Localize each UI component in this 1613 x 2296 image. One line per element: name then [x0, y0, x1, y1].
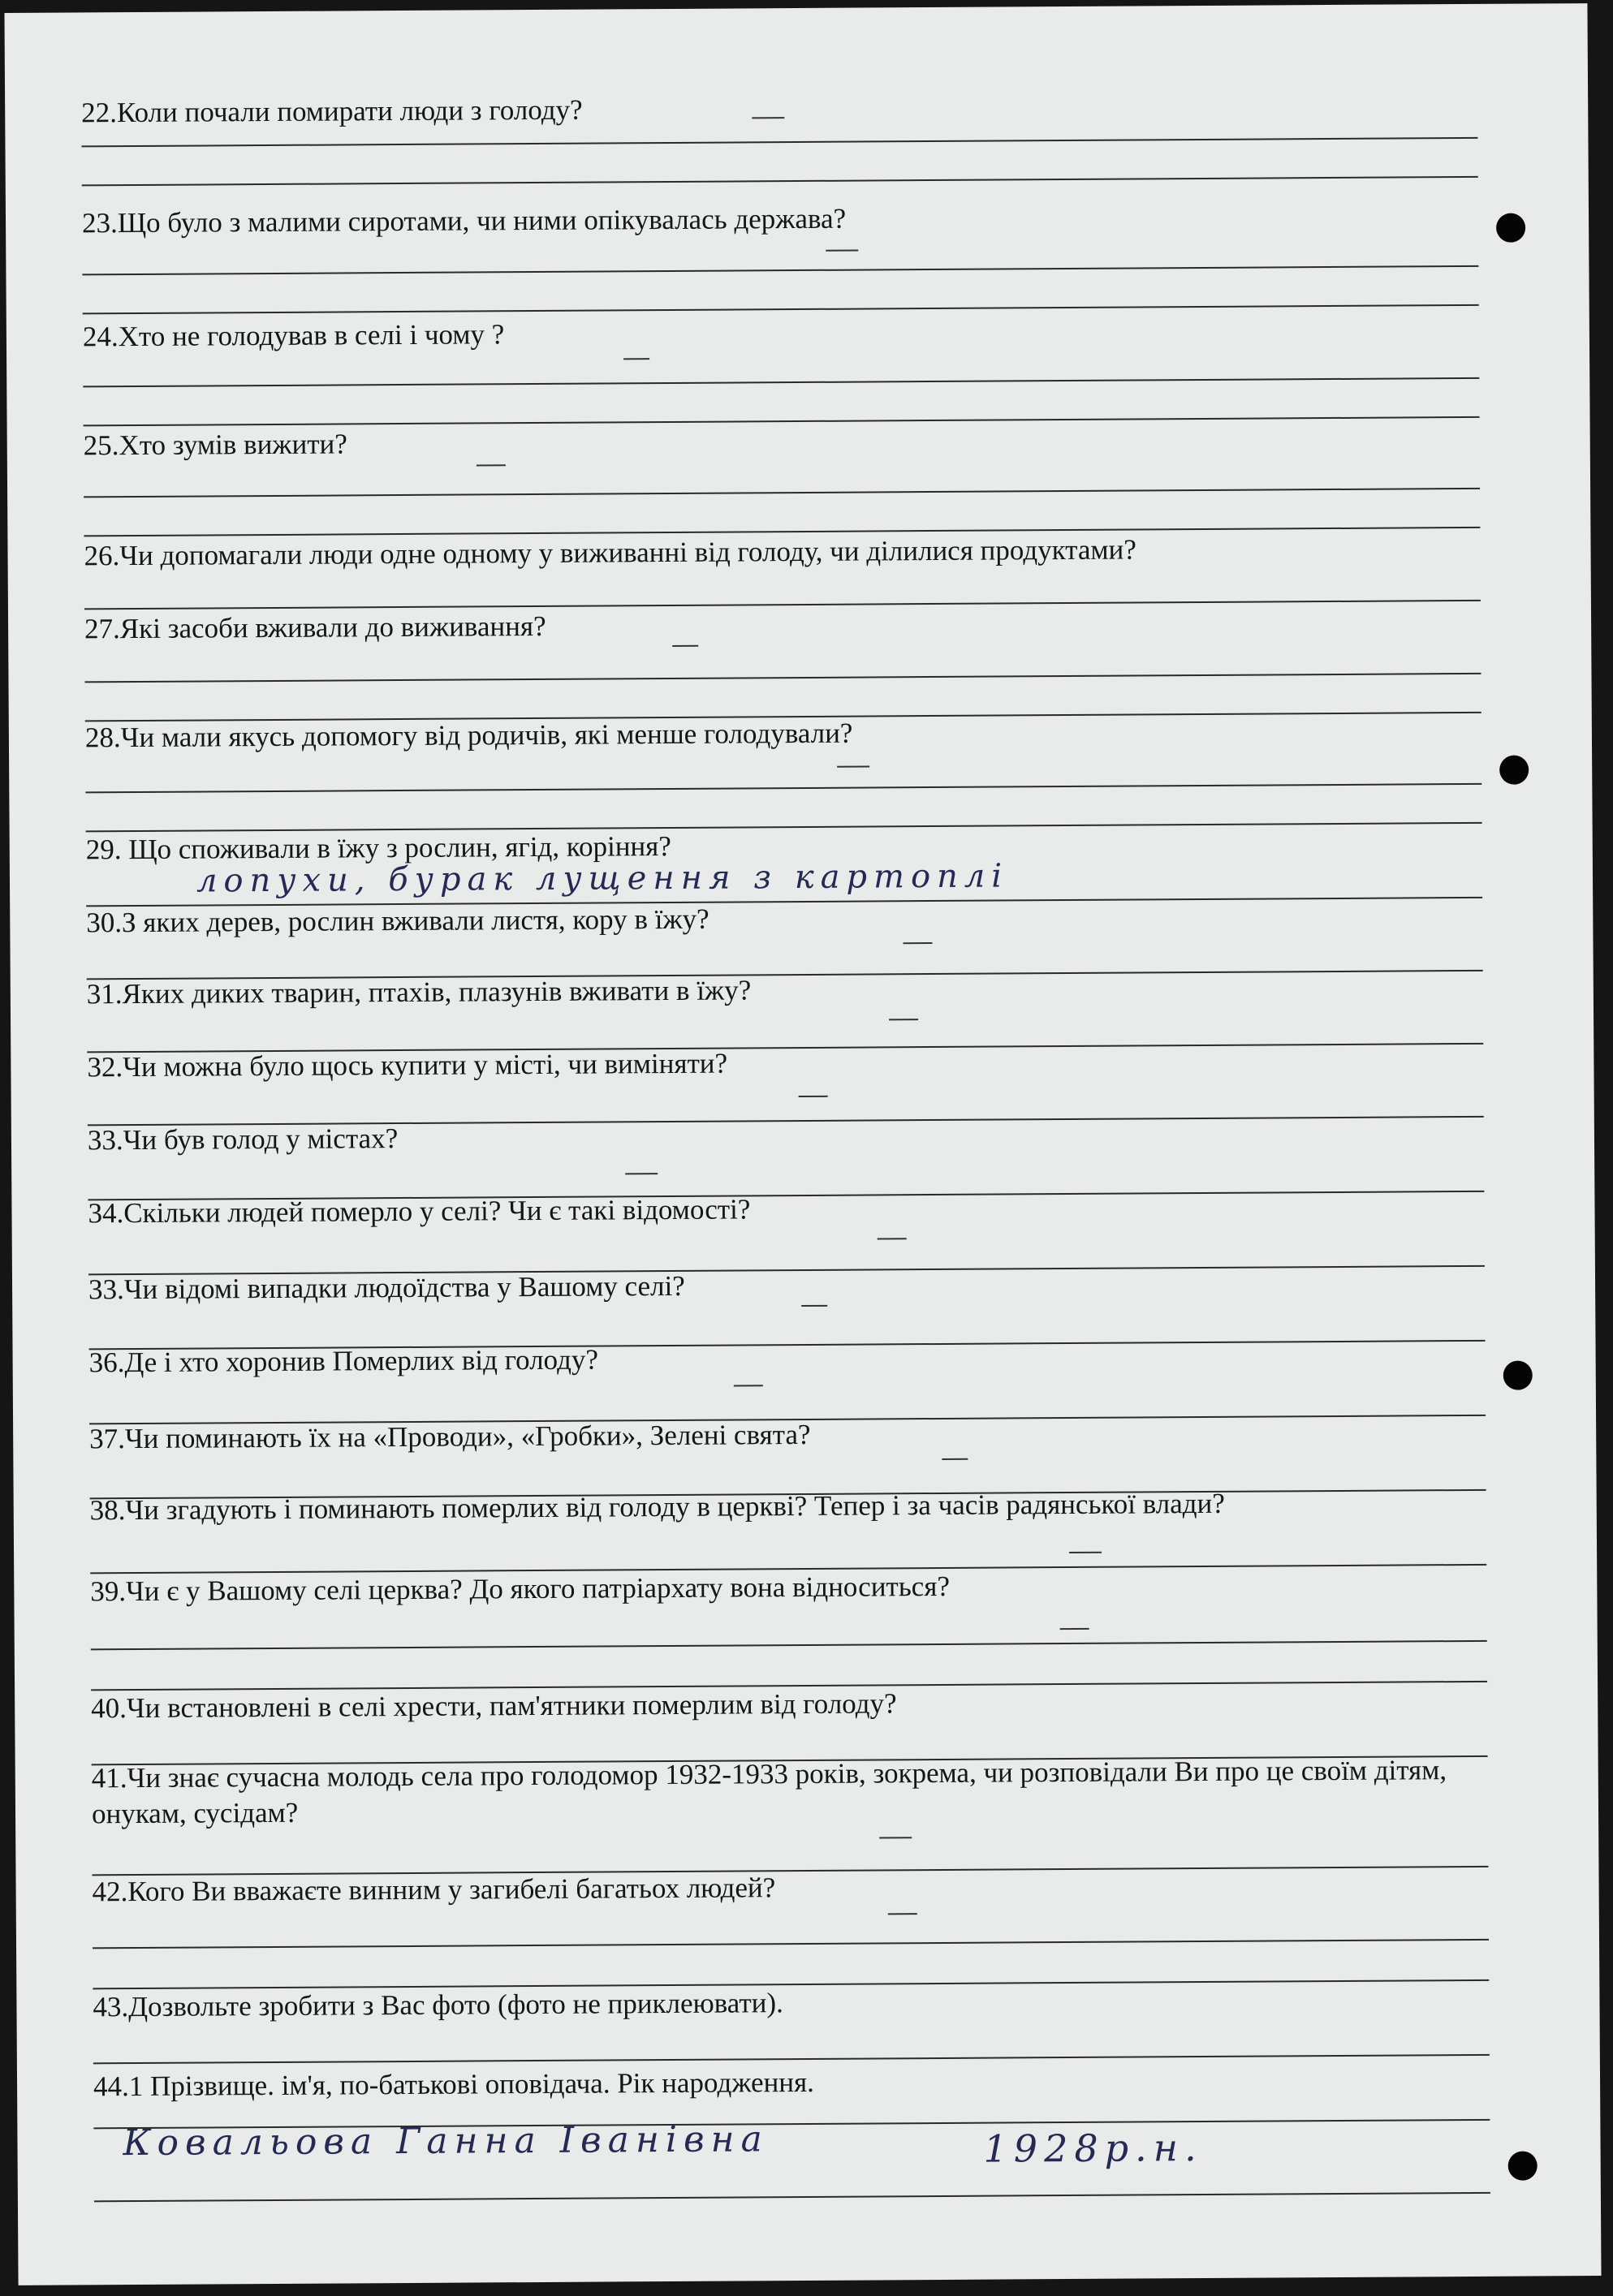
no-answer-dash — [799, 1096, 828, 1097]
no-answer-dash — [477, 464, 506, 466]
no-answer-dash — [942, 1458, 968, 1460]
no-answer-dash — [903, 942, 932, 944]
answer-line — [82, 176, 1478, 187]
answer-line — [81, 137, 1477, 148]
question-23: 23.Що було з малими сиротами, чи ними опікувалась держава? — [81, 202, 847, 239]
punch-hole — [1503, 1361, 1533, 1390]
no-answer-dash — [837, 765, 869, 767]
no-answer-dash — [672, 645, 698, 647]
question-28: 28.Чи мали якусь допомогу від родичів, які менше голодували? — [84, 717, 853, 754]
no-answer-dash — [888, 1913, 917, 1915]
question-40: 40.Чи встановлені в селі хрести, пам'ятники померлим від голоду? — [91, 1687, 897, 1725]
question-34: 34.Скільки людей померло у селі? Чи є такі відомості? — [88, 1193, 751, 1230]
question-36: 36.Де і хто хоронив Померлих від голоду? — [88, 1343, 599, 1379]
question-33b: 33.Чи відомі випадки людоїдства у Вашому селі? — [88, 1269, 685, 1306]
answer-line — [85, 783, 1481, 794]
question-27: 27.Які засоби вживали до виживання? — [84, 610, 546, 645]
question-37: 37.Чи поминають їх на «Проводи», «Гробки», Зелені свята? — [89, 1418, 811, 1455]
no-answer-dash — [878, 1238, 907, 1239]
question-42: 42.Кого Ви вважаєте винним у загибелі багатьох людей? — [92, 1872, 776, 1908]
answer-line — [84, 488, 1480, 498]
no-answer-dash — [879, 1837, 912, 1838]
no-answer-dash — [734, 1385, 763, 1386]
question-29: 29. Що споживали в їжу з рослин, ягід, коріння? — [85, 829, 671, 866]
question-33: 33.Чи був голод у містах? — [87, 1122, 399, 1157]
handwritten-birth-year: 1928р.н. — [983, 2126, 1203, 2171]
no-answer-dash — [801, 1305, 827, 1307]
no-answer-dash — [752, 117, 784, 118]
question-24: 24.Хто не голодував в селі і чому ? — [82, 318, 505, 353]
answer-line — [83, 377, 1479, 388]
no-answer-dash — [1069, 1552, 1102, 1553]
punch-hole — [1496, 213, 1525, 243]
question-39: 39.Чи є у Вашому селі церква? До якого патріархату вона відноситься? — [90, 1570, 951, 1608]
question-31: 31.Яких диких тварин, птахів, плазунів вживати в їжу? — [86, 974, 752, 1010]
questionnaire-page — [4, 3, 1601, 2285]
no-answer-dash — [889, 1019, 918, 1020]
question-43: 43.Дозвольте зробити з Вас фото (фото не приклеювати). — [93, 1987, 783, 2023]
question-30: 30.З яких дерев, рослин вживали листя, кору в їжу? — [86, 902, 709, 939]
no-answer-dash — [826, 250, 858, 252]
handwritten-name: Ковальова Ганна Іванівна — [123, 2118, 769, 2165]
no-answer-dash — [1060, 1628, 1089, 1630]
question-26: 26.Чи допомагали люди одне одному у виживанні від голоду, чи ділилися продуктами? — [84, 533, 1136, 572]
punch-hole — [1499, 756, 1529, 785]
question-25: 25.Хто зумів вижити? — [83, 428, 347, 462]
answer-line — [94, 2192, 1490, 2203]
answer-line — [84, 673, 1481, 683]
question-41: 41.Чи знає сучасна молодь села про голодомор 1932-1933 років, зокрема, чи розповідали Ви про це своїм дітям, онукам, сусідам? — [91, 1754, 1447, 1830]
answer-line — [93, 1939, 1489, 1949]
question-22: 22.Коли почали помирати люди з голоду? — [81, 93, 583, 129]
no-answer-dash — [625, 1173, 658, 1174]
punch-hole — [1508, 2151, 1538, 2180]
question-38: 38.Чи згадують і поминають померлих від голоду в церкві? Тепер і за часів радянської влади? — [89, 1487, 1225, 1527]
question-32: 32.Чи можна було щось купити у місті, чи виміняти? — [87, 1047, 728, 1083]
no-answer-dash — [623, 358, 649, 360]
question-44: 44.1 Прізвище. ім'я, по-батькові оповідача. Рік народження. — [93, 2066, 814, 2103]
answer-line — [91, 1640, 1487, 1651]
handwritten-answer-29: лопухи, бурак лущення з картоплі — [196, 857, 1009, 900]
answer-line — [82, 265, 1478, 276]
